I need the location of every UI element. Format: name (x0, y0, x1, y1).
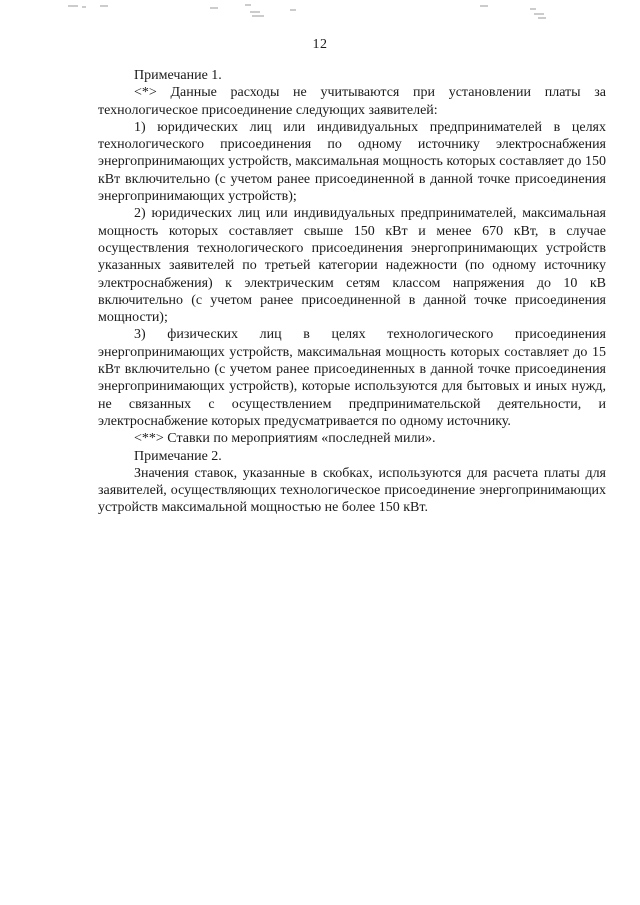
note-1-intro: <*> Данные расходы не учитываются при установлении платы за технологическое присоединение следующих заявителей: (98, 85, 606, 118)
scan-artifacts (60, 2, 580, 22)
footnote-last-mile: <**> Ставки по мероприятиям «последней мили». (134, 431, 436, 447)
document-body (98, 67, 606, 517)
note-2-text: Значения ставок, указанные в скобках, используются для расчета платы для заявителей, осуществляющих технологическое присоединение энергопринимающих устройств максимальной мощностью не более 150 кВт. (98, 465, 606, 516)
note-1-heading: Примечание 1. (134, 68, 222, 83)
note-2-heading: Примечание 2. (134, 448, 222, 464)
note-1-item-3: 3) физических лиц в целях технологического присоединения энергопринимающих устройств, максимальная мощность которых составляет до 15 кВт включительно (с учетом ранее присоединенных в данной точке присоединения энергопринимающих устройств), которые используются для бытовых и иных нужд, не связанных с осуществлением предпринимательской деятельности, и электроснабжение которых предусматривается по одному источнику. (98, 327, 606, 429)
note-1-item-1: 1) юридических лиц или индивидуальных предпринимателей в целях технологического присоединения по одному источнику электроснабжения энергопринимающих устройств, максимальная мощность которых составляет до 150 кВт включительно (с учетом ранее присоединенной в данной точке присоединения энергопринимающих устройств); (98, 119, 606, 205)
page-number: 12 (312, 37, 328, 52)
note-1-item-2: 2) юридических лиц или индивидуальных предпринимателей, максимальная мощность которых составляет свыше 150 кВт и менее 670 кВт, в случае осуществления технологического присоединения энергопринимающих устройств указанных заявителей по третьей категории надежности (по одному источнику электроснабжения) к электрическим сетям классом напряжения до 10 кВ включительно (с учетом ранее присоединенной в данной точке присоединения мощности); (98, 206, 606, 326)
